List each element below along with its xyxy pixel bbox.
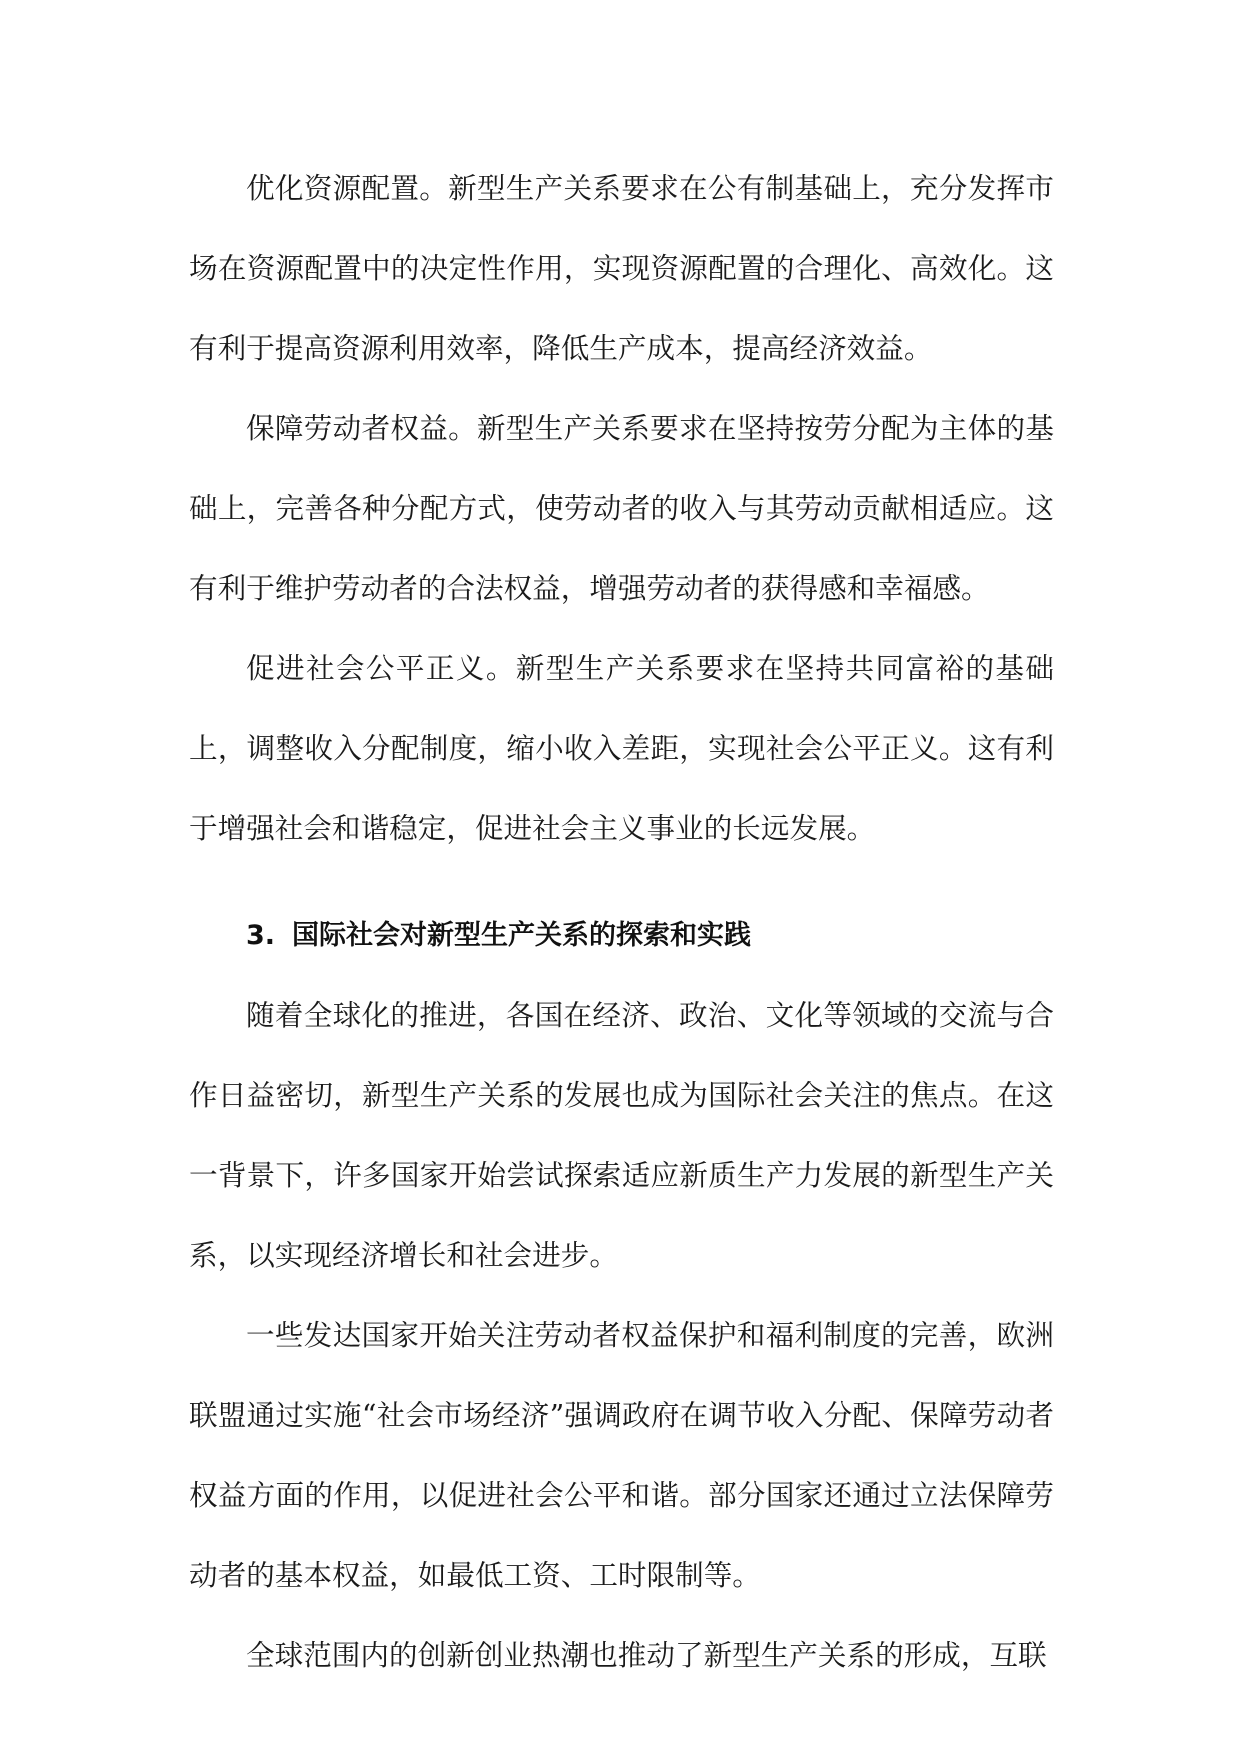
- paragraph-social-justice: 促进社会公平正义。新型生产关系要求在坚持共同富裕的基础上，调整收入分配制度，缩小收入差距，实现社会公平正义。这有利于增强社会和谐稳定，促进社会主义事业的长远发展。: [189, 651, 1054, 845]
- paragraph-innovation: 全球范围内的创新创业热潮也推动了新型生产关系的形成，互联: [246, 1638, 1047, 1672]
- document-body: [189, 148, 1054, 1695]
- section-heading: [189, 897, 1054, 975]
- paragraph-globalization: 随着全球化的推进，各国在经济、政治、文化等领域的交流与合作日益密切，新型生产关系的发展也成为国际社会关注的焦点。在这一背景下，许多国家开始尝试探索适应新质生产力发展的新型生产关系，以实现经济增长和社会进步。: [189, 998, 1054, 1272]
- section-title: 国际社会对新型生产关系的探索和实践: [292, 920, 751, 951]
- paragraph-protect-workers: 保障劳动者权益。新型生产关系要求在坚持按劳分配为主体的基础上，完善各种分配方式，使劳动者的收入与其劳动贡献相适应。这有利于维护劳动者的合法权益，增强劳动者的获得感和幸福感。: [189, 411, 1054, 605]
- paragraph-developed-countries: 一些发达国家开始关注劳动者权益保护和福利制度的完善，欧洲联盟通过实施“社会市场经济”强调政府在调节收入分配、保障劳动者权益方面的作用，以促进社会公平和谐。部分国家还通过立法保障劳动者的基本权益，如最低工资、工时限制等。: [189, 1318, 1054, 1592]
- paragraph-optimize-resources: 优化资源配置。新型生产关系要求在公有制基础上，充分发挥市场在资源配置中的决定性作用，实现资源配置的合理化、高效化。这有利于提高资源利用效率，降低生产成本，提高经济效益。: [189, 171, 1054, 365]
- section-number: 3.: [246, 920, 276, 951]
